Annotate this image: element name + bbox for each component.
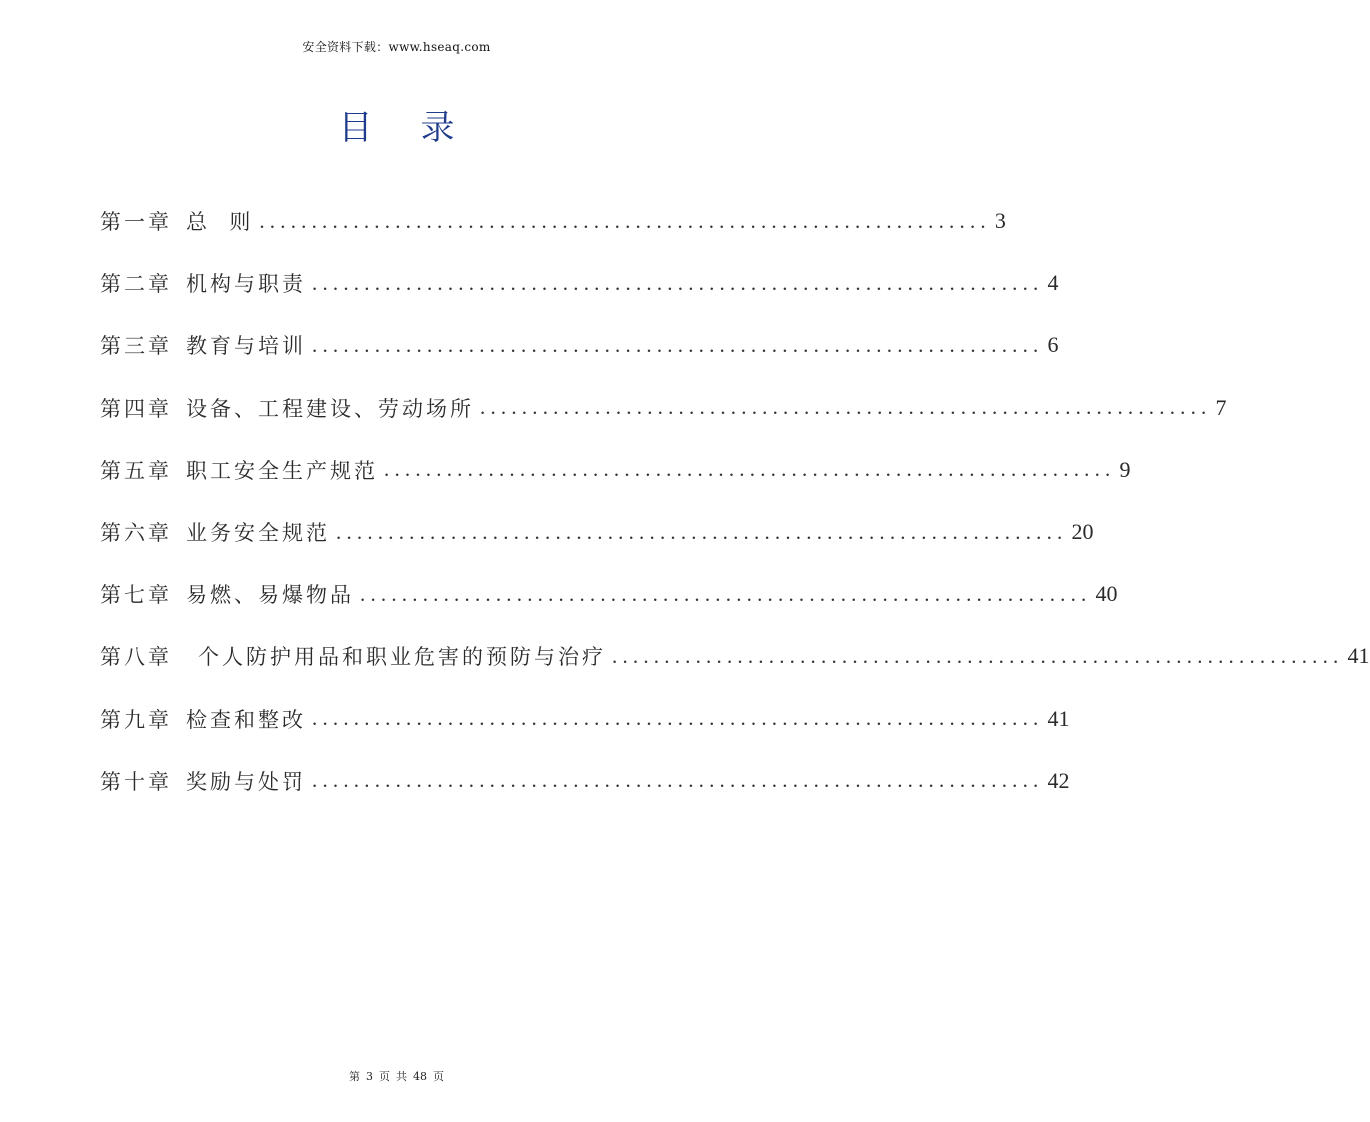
toc-entry[interactable] xyxy=(100,625,1370,687)
page-header: 安全资料下载：www.hseaq.com xyxy=(302,40,491,54)
toc-chapter-number: 第五章 xyxy=(100,458,172,483)
toc-leader-dots: ...................................................................... xyxy=(312,332,1044,357)
toc-chapter-title: 检查和整改 xyxy=(186,707,306,732)
toc-chapter-title: 总 则 xyxy=(186,210,254,235)
toc-page-number: 6 xyxy=(1047,332,1059,358)
toc-page-number: 41 xyxy=(1347,643,1370,669)
toc-chapter-number: 第三章 xyxy=(100,334,172,359)
toc-page-number: 41 xyxy=(1047,705,1070,731)
toc-leader-dots: ...................................................................... xyxy=(480,395,1212,420)
toc-chapter-title: 奖励与处罚 xyxy=(186,769,306,794)
toc-chapter-number: 第七章 xyxy=(100,583,172,608)
toc-page-number: 4 xyxy=(1047,270,1059,296)
toc-entry[interactable] xyxy=(100,439,1131,501)
toc-leader-dots: ...................................................................... xyxy=(312,270,1044,295)
toc-leader-dots: ...................................................................... xyxy=(336,519,1068,544)
toc-entry[interactable] xyxy=(100,563,1118,625)
toc-chapter-title: 机构与职责 xyxy=(186,272,306,297)
toc-page-number: 9 xyxy=(1119,456,1131,482)
toc-page-number: 3 xyxy=(994,208,1006,234)
toc-entry[interactable] xyxy=(100,688,1070,750)
toc-leader-dots: ...................................................................... xyxy=(384,457,1116,482)
toc-entry[interactable] xyxy=(100,252,1059,314)
footer-page-unit: 页 xyxy=(379,1070,390,1083)
toc-leader-dots: ...................................................................... xyxy=(312,706,1044,731)
footer-total-label: 共 xyxy=(396,1070,407,1083)
footer-total-unit: 页 xyxy=(433,1070,444,1083)
toc-entry[interactable] xyxy=(100,501,1094,563)
toc-leader-dots: ...................................................................... xyxy=(312,768,1044,793)
table-of-contents xyxy=(100,190,1370,812)
title-char-1: 目 xyxy=(338,108,373,148)
toc-page-number: 42 xyxy=(1047,767,1070,793)
toc-chapter-number: 第八章 xyxy=(100,645,172,670)
footer-current-page: 3 xyxy=(366,1070,373,1083)
toc-chapter-number: 第一章 xyxy=(100,210,172,235)
page-footer xyxy=(0,1068,793,1084)
toc-chapter-number: 第四章 xyxy=(100,396,172,421)
toc-leader-dots: ...................................................................... xyxy=(612,643,1344,668)
toc-chapter-number: 第九章 xyxy=(100,707,172,732)
toc-entry[interactable] xyxy=(100,190,1006,252)
toc-entry[interactable] xyxy=(100,314,1059,376)
toc-chapter-title: 教育与培训 xyxy=(186,334,306,359)
footer-page-label: 第 xyxy=(349,1070,360,1083)
toc-chapter-number: 第十章 xyxy=(100,769,172,794)
toc-chapter-number: 第二章 xyxy=(100,272,172,297)
page-title xyxy=(0,100,793,149)
toc-chapter-number: 第六章 xyxy=(100,521,172,546)
toc-entry[interactable] xyxy=(100,377,1227,439)
toc-leader-dots: ...................................................................... xyxy=(259,208,991,233)
toc-page-number: 7 xyxy=(1215,394,1227,420)
toc-chapter-title: 职工安全生产规范 xyxy=(186,458,378,483)
toc-chapter-title: 个人防护用品和职业危害的预防与治疗 xyxy=(198,645,606,670)
toc-page-number: 20 xyxy=(1071,519,1094,545)
toc-chapter-title: 业务安全规范 xyxy=(186,521,330,546)
toc-page-number: 40 xyxy=(1095,581,1118,607)
toc-chapter-title: 设备、工程建设、劳动场所 xyxy=(186,396,474,421)
toc-chapter-title: 易燃、易爆物品 xyxy=(186,583,354,608)
toc-leader-dots: ...................................................................... xyxy=(360,581,1092,606)
title-char-2: 录 xyxy=(420,108,455,148)
toc-entry[interactable] xyxy=(100,750,1070,812)
footer-total-pages: 48 xyxy=(413,1070,427,1083)
